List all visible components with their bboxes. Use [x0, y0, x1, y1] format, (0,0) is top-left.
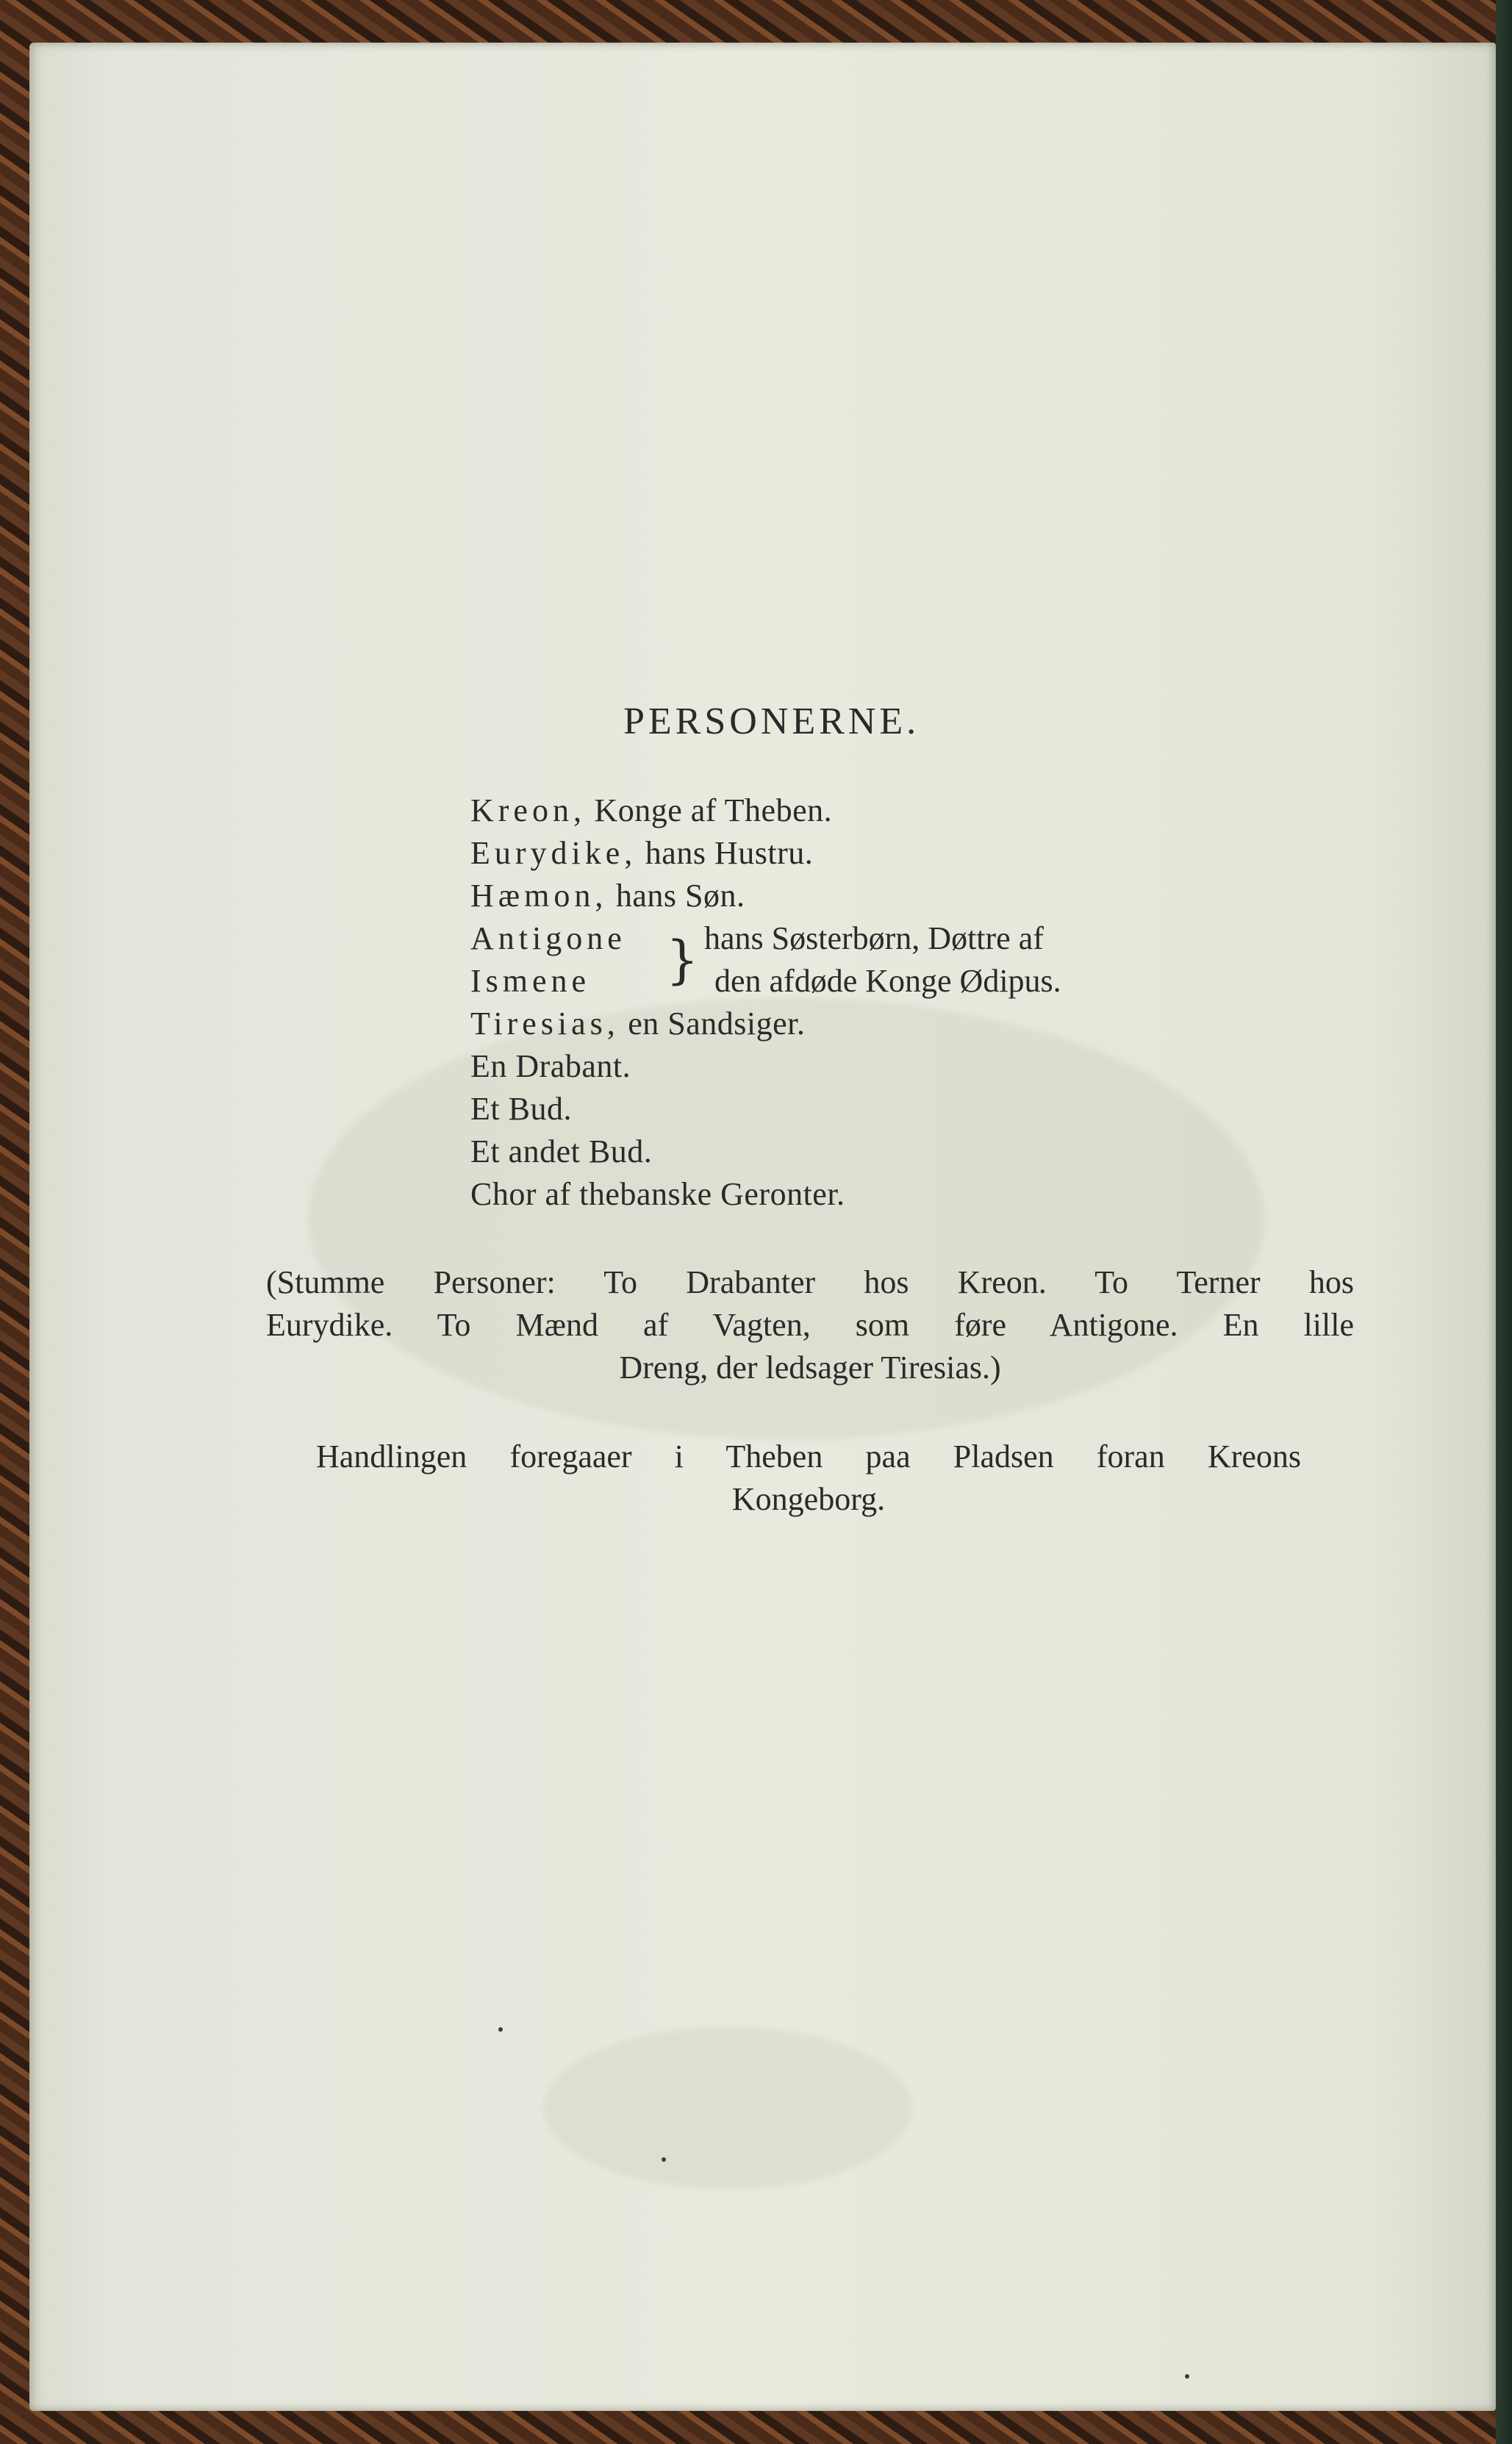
cast-line: En Drabant.: [470, 1048, 631, 1084]
mute-persons-line: Eurydike. To Mænd af Vagten, som føre Antigone. En lille: [266, 1307, 1354, 1343]
mute-persons-line: Dreng, der ledsager Tiresias.): [619, 1350, 1001, 1386]
cast-name: Antigone: [470, 920, 626, 956]
cast-line: [470, 792, 832, 829]
cast-role: hans Søn.: [615, 878, 745, 914]
cast-name: Ismene: [470, 963, 591, 999]
book-cover-edge: [1496, 0, 1512, 2444]
cast-line: [470, 877, 745, 914]
setting-note: [316, 1436, 1301, 1521]
setting-line: Kongeborg.: [731, 1481, 886, 1517]
setting-line: Handlingen foregaaer i Theben paa Pladsen foran Kreons: [316, 1438, 1301, 1474]
bleed-through-stain: [544, 2027, 911, 2189]
cast-name: Hæmon,: [470, 878, 608, 914]
paper-speck: [662, 2157, 666, 2162]
paper-speck: [1185, 2374, 1189, 2379]
mute-persons-note: [266, 1261, 1354, 1389]
cast-name: Tiresias,: [470, 1006, 620, 1042]
cast-role: den afdøde Konge Ødipus.: [714, 963, 1061, 999]
cast-line: Et Bud.: [470, 1091, 572, 1127]
cast-role: hans Hustru.: [645, 835, 814, 871]
cast-line: [470, 834, 813, 872]
cast-line: [470, 920, 626, 957]
cast-role: hans Søsterbørn, Døttre af: [704, 920, 1044, 956]
cast-role: Konge af Theben.: [594, 792, 833, 828]
cast-name: Kreon,: [470, 792, 586, 828]
cast-name: Eurydike,: [470, 835, 637, 871]
page-heading: PERSONERNE.: [623, 700, 920, 742]
mute-persons-line: (Stumme Personer: To Drabanter hos Kreon. To Terner hos: [266, 1264, 1354, 1300]
cast-line: Et andet Bud.: [470, 1133, 653, 1169]
grouping-brace: }: [666, 930, 699, 990]
paper-page: [29, 43, 1496, 2411]
cast-line: [470, 962, 590, 1000]
cast-role: en Sandsiger.: [628, 1006, 806, 1042]
cast-line: Chor af thebanske Geronter.: [470, 1176, 845, 1212]
paper-speck: [498, 2027, 503, 2032]
cast-line: [470, 1005, 805, 1042]
